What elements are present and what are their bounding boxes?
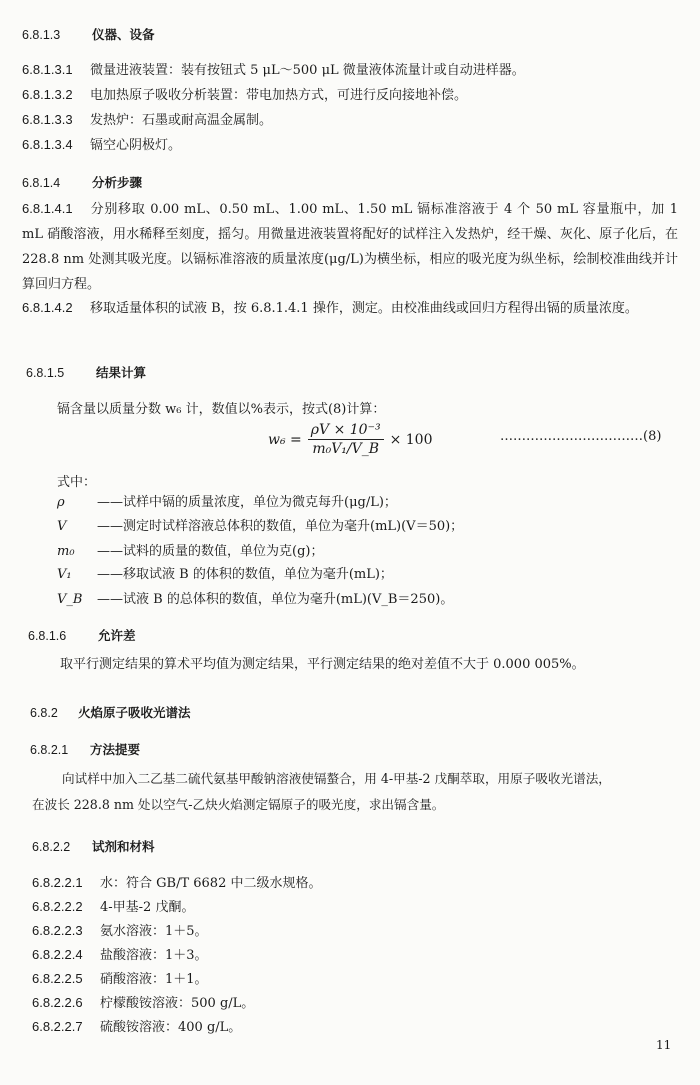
- item-6-8-2-2-4: [32, 946, 208, 965]
- item-6-8-1-3-1: [22, 61, 525, 80]
- item-6-8-2-2-3: [32, 922, 208, 941]
- section-number: 6.8.1.6: [28, 629, 67, 643]
- formula-8: [268, 422, 432, 457]
- item-number: 6.8.2.2.1: [32, 875, 83, 890]
- item-text: 分别移取 0.00 mL、0.50 mL、1.00 mL、1.50 mL 镉标准溶液于 4 个 50 mL 容量瓶中，加 1 mL 硝酸溶液，用水稀释至刻度，摇匀。用微量进液装置将配好的试样注入发热炉，经干燥、灰化、原子化后，在 228.8 nm 处测其吸光度。以镉标准溶液的质量浓度(μg/L)为横坐标，相应的吸光度为纵坐标，绘制校准曲线并计算回归方程。: [22, 202, 678, 292]
- var-symbol: m₀: [57, 544, 75, 559]
- section-title: 允许差: [98, 628, 136, 643]
- item-number: 6.8.2.2.2: [32, 899, 83, 914]
- item-number: 6.8.2.2.3: [32, 923, 83, 938]
- heading-6-8-1-3: [22, 26, 155, 44]
- heading-6-8-2: [30, 704, 191, 722]
- section-number: 6.8.2.1: [30, 743, 69, 757]
- item-number: 6.8.2.2.6: [32, 995, 83, 1010]
- paragraph-6-8-1-4-1: [22, 196, 678, 297]
- item-6-8-1-3-4: [22, 136, 181, 155]
- item-text: 发热炉：石墨或耐高温金属制。: [90, 113, 273, 128]
- item-number: 6.8.2.2.7: [32, 1019, 83, 1034]
- formula-lhs: w₆ =: [268, 431, 302, 448]
- item-text: 硝酸溶液：1＋1。: [100, 972, 208, 987]
- section-title: 试剂和材料: [92, 839, 155, 854]
- heading-6-8-1-6: [28, 627, 136, 645]
- item-6-8-2-2-7: [32, 1018, 241, 1037]
- method-summary-line1: 向试样中加入二乙基二硫代氨基甲酸钠溶液使镉螯合，用 4-甲基-2 戊酮萃取，用原子吸收光谱法，: [62, 771, 611, 786]
- formula-factor: × 100: [389, 431, 433, 448]
- var-desc: ——移取试液 B 的体积的数值，单位为毫升(mL)；: [97, 567, 393, 582]
- item-6-8-2-2-6: [32, 994, 254, 1013]
- item-text: 移取适量体积的试液 B，按 6.8.1.4.1 操作，测定。由校准曲线或回归方程得出镉的质量浓度。: [90, 301, 638, 316]
- var-symbol: ρ: [57, 495, 65, 510]
- section-title: 结果计算: [96, 365, 147, 380]
- var-vb: [57, 591, 453, 609]
- section-title: 仪器、设备: [92, 27, 155, 42]
- heading-6-8-1-4: [22, 174, 142, 192]
- item-text: 4-甲基-2 戊酮。: [100, 900, 195, 915]
- item-number: 6.8.2.2.5: [32, 971, 83, 986]
- item-number: 6.8.1.4.1: [22, 201, 73, 216]
- item-number: 6.8.1.4.2: [22, 300, 73, 315]
- var-desc: ——试样中镉的质量浓度，单位为微克每升(μg/L)；: [97, 495, 397, 510]
- item-6-8-2-2-2: [32, 898, 194, 917]
- paragraph-6-8-1-4-2: [22, 295, 678, 321]
- var-desc: ——试料的质量的数值，单位为克(g)；: [97, 544, 324, 559]
- calc-intro: 镉含量以质量分数 w₆ 计，数值以%表示，按式(8)计算：: [57, 402, 386, 417]
- heading-6-8-2-1: [30, 741, 140, 759]
- section-number: 6.8.2: [30, 706, 58, 720]
- where-label: 式中：: [57, 475, 97, 490]
- var-desc: ——试液 B 的总体积的数值，单位为毫升(mL)(V_B＝250)。: [97, 592, 454, 607]
- section-title: 分析步骤: [92, 175, 143, 190]
- item-6-8-2-2-5: [32, 970, 208, 989]
- var-m0: [57, 543, 323, 561]
- item-number: 6.8.1.3.1: [22, 62, 73, 77]
- item-number: 6.8.1.3.2: [22, 87, 73, 102]
- equation-number: ……………………………(8): [500, 429, 662, 444]
- section-number: 6.8.2.2: [32, 840, 71, 854]
- section-number: 6.8.1.3: [22, 28, 61, 42]
- var-symbol: V₁: [57, 567, 72, 582]
- item-6-8-1-3-2: [22, 86, 467, 105]
- item-text: 水：符合 GB/T 6682 中二级水规格。: [100, 876, 322, 891]
- formula-numerator: ρV × 10⁻³: [308, 422, 384, 440]
- section-title: 火焰原子吸收光谱法: [78, 705, 191, 720]
- var-symbol: V_B: [57, 592, 83, 607]
- var-symbol: V: [57, 519, 67, 534]
- item-text: 氨水溶液：1＋5。: [100, 924, 208, 939]
- item-text: 盐酸溶液：1＋3。: [100, 948, 208, 963]
- method-summary-line2: 在波长 228.8 nm 处以空气-乙炔火焰测定镉原子的吸光度，求出镉含量。: [32, 797, 445, 812]
- var-v1: [57, 566, 393, 584]
- formula-denominator: m₀V₁/V_B: [312, 441, 380, 457]
- page-number: 11: [656, 1038, 672, 1052]
- var-desc: ——测定时试样溶液总体积的数值，单位为毫升(mL)(V＝50)；: [97, 519, 464, 534]
- section-number: 6.8.1.4: [22, 176, 61, 190]
- item-text: 柠檬酸铵溶液：500 g/L。: [100, 996, 255, 1011]
- item-number: 6.8.1.3.4: [22, 137, 73, 152]
- item-text: 电加热原子吸收分析装置：带电加热方式，可进行反向接地补偿。: [90, 88, 468, 103]
- item-6-8-2-2-1: [32, 874, 321, 893]
- item-text: 微量进液装置：装有按钮式 5 μL～500 μL 微量液体流量计或自动进样器。: [90, 63, 525, 78]
- heading-6-8-1-5: [26, 364, 146, 382]
- section-title: 方法提要: [90, 742, 141, 757]
- item-text: 硫酸铵溶液：400 g/L。: [100, 1020, 242, 1035]
- var-rho: [57, 494, 397, 512]
- section-number: 6.8.1.5: [26, 366, 65, 380]
- item-number: 6.8.2.2.4: [32, 947, 83, 962]
- tolerance-text: 取平行测定结果的算术平均值为测定结果，平行测定结果的绝对差值不大于 0.000 005%。: [60, 657, 585, 672]
- item-text: 镉空心阴极灯。: [90, 138, 182, 153]
- item-6-8-1-3-3: [22, 111, 272, 130]
- item-number: 6.8.1.3.3: [22, 112, 73, 127]
- heading-6-8-2-2: [32, 838, 155, 856]
- var-v: [57, 518, 463, 536]
- formula-fraction: [308, 422, 384, 457]
